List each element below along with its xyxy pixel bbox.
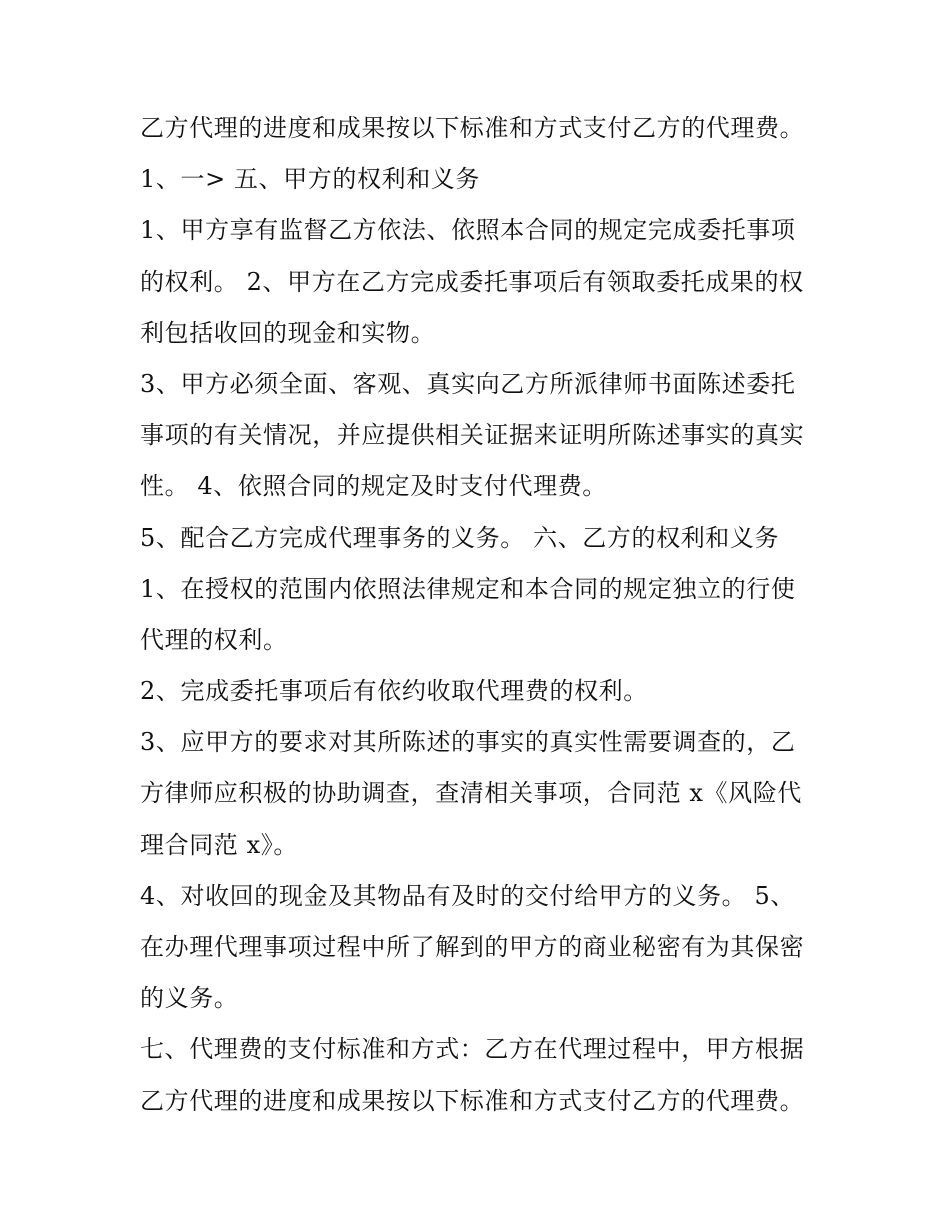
document-body — [140, 103, 830, 1127]
text-line: 代理的权利。 — [140, 625, 288, 654]
text-line: 3、应甲方的要求对其所陈述的事实的真实性需要调查的，乙 — [140, 728, 796, 757]
text-line: 1、在授权的范围内依照法律规定和本合同的规定独立的行使 — [140, 574, 796, 603]
text-line: 乙方代理的进度和成果按以下标准和方式支付乙方的代理费。 — [140, 114, 805, 142]
text-line: 1、甲方享有监督乙方依法、依照本合同的规定完成委托事项 — [140, 216, 796, 245]
text-line: 乙方代理的进度和成果按以下标准和方式支付乙方的代理费。 — [140, 1086, 805, 1115]
text-line: 2、完成委托事项后有依约收取代理费的权利。 — [140, 677, 648, 706]
text-line: 七、代理费的支付标准和方式：乙方在代理过程中，甲方根据 — [140, 1035, 805, 1064]
text-line: 的义务。 — [140, 984, 239, 1013]
text-line: 理合同范 x》。 — [140, 830, 298, 859]
section-heading: 1、一> 五、甲方的权利和义务 — [140, 165, 481, 194]
text-line: 5、配合乙方完成代理事务的义务。 六、乙方的权利和义务 — [140, 523, 780, 552]
text-line: 在办理代理事项过程中所了解到的甲方的商业秘密有为其保密 — [140, 933, 805, 961]
text-line: 4、对收回的现金及其物品有及时的交付给甲方的义务。 5、 — [140, 881, 795, 910]
text-line: 性。 4、依照合同的规定及时支付代理费。 — [140, 472, 607, 501]
text-line: 事项的有关情况，并应提供相关证据来证明所陈述事实的真实 — [140, 421, 805, 450]
text-line: 方律师应积极的协助调查，查清相关事项，合同范 x《风险代 — [140, 779, 802, 808]
text-line: 的权利。 2、甲方在乙方完成委托事项后有领取委托成果的权 — [140, 267, 804, 296]
text-line: 3、甲方必须全面、客观、真实向乙方所派律师书面陈述委托 — [140, 369, 796, 398]
text-line: 利包括收回的现金和实物。 — [140, 318, 436, 347]
